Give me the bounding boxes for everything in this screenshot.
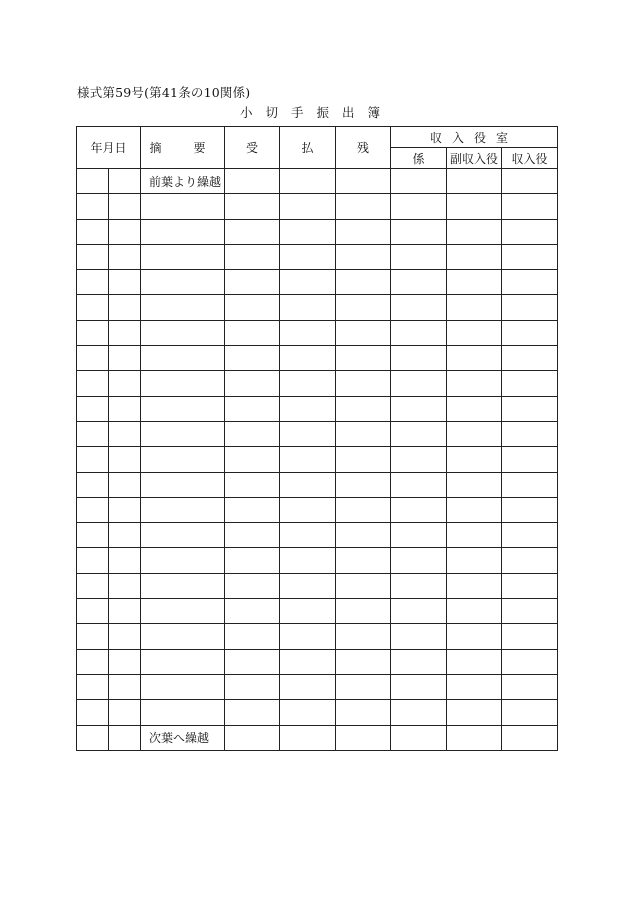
cell-summary [141, 295, 225, 320]
cell-clerk [391, 700, 447, 725]
cell-summary [141, 624, 225, 649]
table-row [77, 295, 558, 320]
cell-treasurer [502, 447, 558, 472]
cell-deputy-treasurer [447, 497, 502, 522]
cell-balance [336, 371, 391, 396]
cell-treasurer [502, 523, 558, 548]
cell-received [225, 674, 280, 699]
cell-treasurer [502, 346, 558, 371]
cell-deputy-treasurer [447, 421, 502, 446]
cell-clerk [391, 295, 447, 320]
cell-day [109, 700, 141, 725]
cell-summary [141, 371, 225, 396]
cell-received [225, 219, 280, 244]
header-balance: 残 [336, 127, 391, 169]
cell-month [77, 194, 109, 219]
cell-summary [141, 599, 225, 624]
cell-deputy-treasurer [447, 169, 502, 194]
cell-treasurer [502, 219, 558, 244]
cell-deputy-treasurer [447, 447, 502, 472]
table-row [77, 649, 558, 674]
table-row [77, 700, 558, 725]
header-summary: 摘 要 [141, 127, 225, 169]
table-row [77, 447, 558, 472]
cell-summary [141, 649, 225, 674]
table-row [77, 194, 558, 219]
cell-month [77, 649, 109, 674]
cell-clerk [391, 346, 447, 371]
cell-month [77, 674, 109, 699]
cell-received [225, 295, 280, 320]
cell-paid [280, 346, 336, 371]
cell-paid [280, 573, 336, 598]
cell-summary: 次葉へ繰越 [141, 725, 225, 750]
cell-clerk [391, 624, 447, 649]
header-treasury-room: 収入役室 [391, 127, 558, 148]
cell-paid [280, 472, 336, 497]
cell-summary [141, 346, 225, 371]
cell-deputy-treasurer [447, 523, 502, 548]
table-row [77, 219, 558, 244]
header-received: 受 [225, 127, 280, 169]
cell-clerk [391, 649, 447, 674]
header-treasurer: 収入役 [502, 148, 558, 169]
cell-day [109, 649, 141, 674]
cell-paid [280, 725, 336, 750]
cell-month [77, 295, 109, 320]
cell-balance [336, 573, 391, 598]
cell-deputy-treasurer [447, 346, 502, 371]
cell-deputy-treasurer [447, 649, 502, 674]
cell-treasurer [502, 320, 558, 345]
table-row [77, 421, 558, 446]
cell-summary [141, 447, 225, 472]
cell-summary [141, 674, 225, 699]
cell-balance [336, 219, 391, 244]
cell-clerk [391, 219, 447, 244]
cell-day [109, 599, 141, 624]
cell-day [109, 169, 141, 194]
cell-month [77, 396, 109, 421]
cell-paid [280, 194, 336, 219]
cell-day [109, 573, 141, 598]
cell-deputy-treasurer [447, 270, 502, 295]
cell-summary [141, 421, 225, 446]
cell-received [225, 421, 280, 446]
cell-balance [336, 346, 391, 371]
cell-month [77, 320, 109, 345]
cell-summary [141, 396, 225, 421]
cell-month [77, 371, 109, 396]
cell-paid [280, 624, 336, 649]
cell-clerk [391, 548, 447, 573]
cell-deputy-treasurer [447, 371, 502, 396]
cell-summary [141, 497, 225, 522]
cell-month [77, 421, 109, 446]
cell-day [109, 497, 141, 522]
header-date: 年月日 [77, 127, 141, 169]
cell-treasurer [502, 169, 558, 194]
cell-clerk [391, 674, 447, 699]
cell-balance [336, 194, 391, 219]
table-row [77, 573, 558, 598]
cell-treasurer [502, 396, 558, 421]
cell-treasurer [502, 194, 558, 219]
cell-month [77, 244, 109, 269]
cell-clerk [391, 472, 447, 497]
ledger-title: 小切手振出簿 [239, 105, 393, 120]
cell-treasurer [502, 295, 558, 320]
cell-paid [280, 421, 336, 446]
cell-paid [280, 295, 336, 320]
cell-balance [336, 624, 391, 649]
cell-received [225, 447, 280, 472]
cell-balance [336, 523, 391, 548]
cell-deputy-treasurer [447, 244, 502, 269]
cell-treasurer [502, 725, 558, 750]
table-row [77, 371, 558, 396]
table-row [77, 346, 558, 371]
cell-treasurer [502, 674, 558, 699]
cell-balance [336, 674, 391, 699]
cell-treasurer [502, 700, 558, 725]
cell-balance [336, 725, 391, 750]
cell-deputy-treasurer [447, 624, 502, 649]
cell-day [109, 725, 141, 750]
cell-received [225, 270, 280, 295]
cell-day [109, 421, 141, 446]
cell-received [225, 573, 280, 598]
cell-deputy-treasurer [447, 396, 502, 421]
table-row [77, 169, 558, 194]
cell-clerk [391, 497, 447, 522]
cell-summary [141, 194, 225, 219]
cell-month [77, 700, 109, 725]
cell-clerk [391, 244, 447, 269]
cell-paid [280, 219, 336, 244]
cell-clerk [391, 320, 447, 345]
cell-clerk [391, 573, 447, 598]
cell-paid [280, 599, 336, 624]
cell-deputy-treasurer [447, 674, 502, 699]
cell-clerk [391, 169, 447, 194]
cell-treasurer [502, 624, 558, 649]
cell-clerk [391, 194, 447, 219]
cell-month [77, 219, 109, 244]
cell-deputy-treasurer [447, 700, 502, 725]
cell-treasurer [502, 421, 558, 446]
cell-day [109, 548, 141, 573]
cell-received [225, 700, 280, 725]
cell-treasurer [502, 599, 558, 624]
cell-paid [280, 674, 336, 699]
table-row [77, 472, 558, 497]
cell-received [225, 523, 280, 548]
cell-balance [336, 421, 391, 446]
cell-received [225, 346, 280, 371]
cell-summary [141, 244, 225, 269]
cell-received [225, 371, 280, 396]
cell-month [77, 725, 109, 750]
cell-day [109, 270, 141, 295]
table-row [77, 725, 558, 750]
cell-balance [336, 599, 391, 624]
cell-paid [280, 270, 336, 295]
table-row [77, 599, 558, 624]
cell-month [77, 573, 109, 598]
cell-deputy-treasurer [447, 725, 502, 750]
cell-paid [280, 700, 336, 725]
cell-deputy-treasurer [447, 219, 502, 244]
cell-summary [141, 320, 225, 345]
cell-balance [336, 320, 391, 345]
cell-day [109, 219, 141, 244]
cell-treasurer [502, 573, 558, 598]
cell-summary [141, 573, 225, 598]
cell-summary [141, 548, 225, 573]
cell-day [109, 346, 141, 371]
cell-balance [336, 649, 391, 674]
cell-summary [141, 523, 225, 548]
cell-balance [336, 295, 391, 320]
cell-summary [141, 219, 225, 244]
cell-treasurer [502, 270, 558, 295]
table-row [77, 523, 558, 548]
cell-clerk [391, 270, 447, 295]
cell-clerk [391, 447, 447, 472]
cell-balance [336, 447, 391, 472]
table-row [77, 396, 558, 421]
cell-month [77, 497, 109, 522]
table-row [77, 244, 558, 269]
cell-day [109, 320, 141, 345]
cell-clerk [391, 421, 447, 446]
cell-clerk [391, 599, 447, 624]
cell-paid [280, 320, 336, 345]
cell-paid [280, 244, 336, 269]
cell-received [225, 497, 280, 522]
cell-deputy-treasurer [447, 599, 502, 624]
table-row [77, 548, 558, 573]
cell-deputy-treasurer [447, 320, 502, 345]
cell-day [109, 396, 141, 421]
cell-day [109, 447, 141, 472]
cell-received [225, 194, 280, 219]
cell-received [225, 548, 280, 573]
cell-month [77, 169, 109, 194]
cell-day [109, 674, 141, 699]
cell-received [225, 244, 280, 269]
cell-paid [280, 497, 336, 522]
cell-balance [336, 472, 391, 497]
cell-summary: 前葉より繰越 [141, 169, 225, 194]
cell-month [77, 472, 109, 497]
cell-summary [141, 700, 225, 725]
cell-day [109, 472, 141, 497]
cell-received [225, 320, 280, 345]
cell-paid [280, 396, 336, 421]
cell-paid [280, 371, 336, 396]
cell-received [225, 472, 280, 497]
table-row [77, 320, 558, 345]
cell-paid [280, 649, 336, 674]
cell-day [109, 624, 141, 649]
cell-deputy-treasurer [447, 194, 502, 219]
cell-received [225, 624, 280, 649]
cell-month [77, 346, 109, 371]
cell-clerk [391, 371, 447, 396]
cell-deputy-treasurer [447, 573, 502, 598]
cell-treasurer [502, 548, 558, 573]
cell-received [225, 396, 280, 421]
table-row [77, 497, 558, 522]
cell-clerk [391, 396, 447, 421]
cell-summary [141, 472, 225, 497]
cell-balance [336, 270, 391, 295]
cell-paid [280, 447, 336, 472]
cell-balance [336, 497, 391, 522]
cell-month [77, 270, 109, 295]
cell-treasurer [502, 497, 558, 522]
cell-balance [336, 548, 391, 573]
cell-treasurer [502, 472, 558, 497]
cell-balance [336, 700, 391, 725]
cell-received [225, 725, 280, 750]
cell-balance [336, 244, 391, 269]
cell-received [225, 169, 280, 194]
header-paid: 払 [280, 127, 336, 169]
cell-treasurer [502, 649, 558, 674]
cell-balance [336, 396, 391, 421]
cell-paid [280, 523, 336, 548]
cell-month [77, 599, 109, 624]
cell-day [109, 194, 141, 219]
cell-received [225, 599, 280, 624]
header-clerk: 係 [391, 148, 447, 169]
cell-deputy-treasurer [447, 295, 502, 320]
table-row [77, 624, 558, 649]
cell-balance [336, 169, 391, 194]
cell-day [109, 244, 141, 269]
cell-deputy-treasurer [447, 472, 502, 497]
cell-received [225, 649, 280, 674]
header-deputy-treasurer: 副収入役 [447, 148, 502, 169]
cell-deputy-treasurer [447, 548, 502, 573]
cell-day [109, 371, 141, 396]
cell-summary [141, 270, 225, 295]
cell-month [77, 548, 109, 573]
cell-treasurer [502, 371, 558, 396]
cell-treasurer [502, 244, 558, 269]
form-number: 様式第59号(第41条の10関係) [77, 85, 251, 100]
cell-clerk [391, 725, 447, 750]
table-row [77, 270, 558, 295]
check-issuance-ledger [76, 126, 558, 751]
cell-day [109, 523, 141, 548]
cell-month [77, 447, 109, 472]
cell-clerk [391, 523, 447, 548]
cell-month [77, 523, 109, 548]
table-row [77, 674, 558, 699]
cell-paid [280, 169, 336, 194]
cell-month [77, 624, 109, 649]
cell-day [109, 295, 141, 320]
cell-paid [280, 548, 336, 573]
